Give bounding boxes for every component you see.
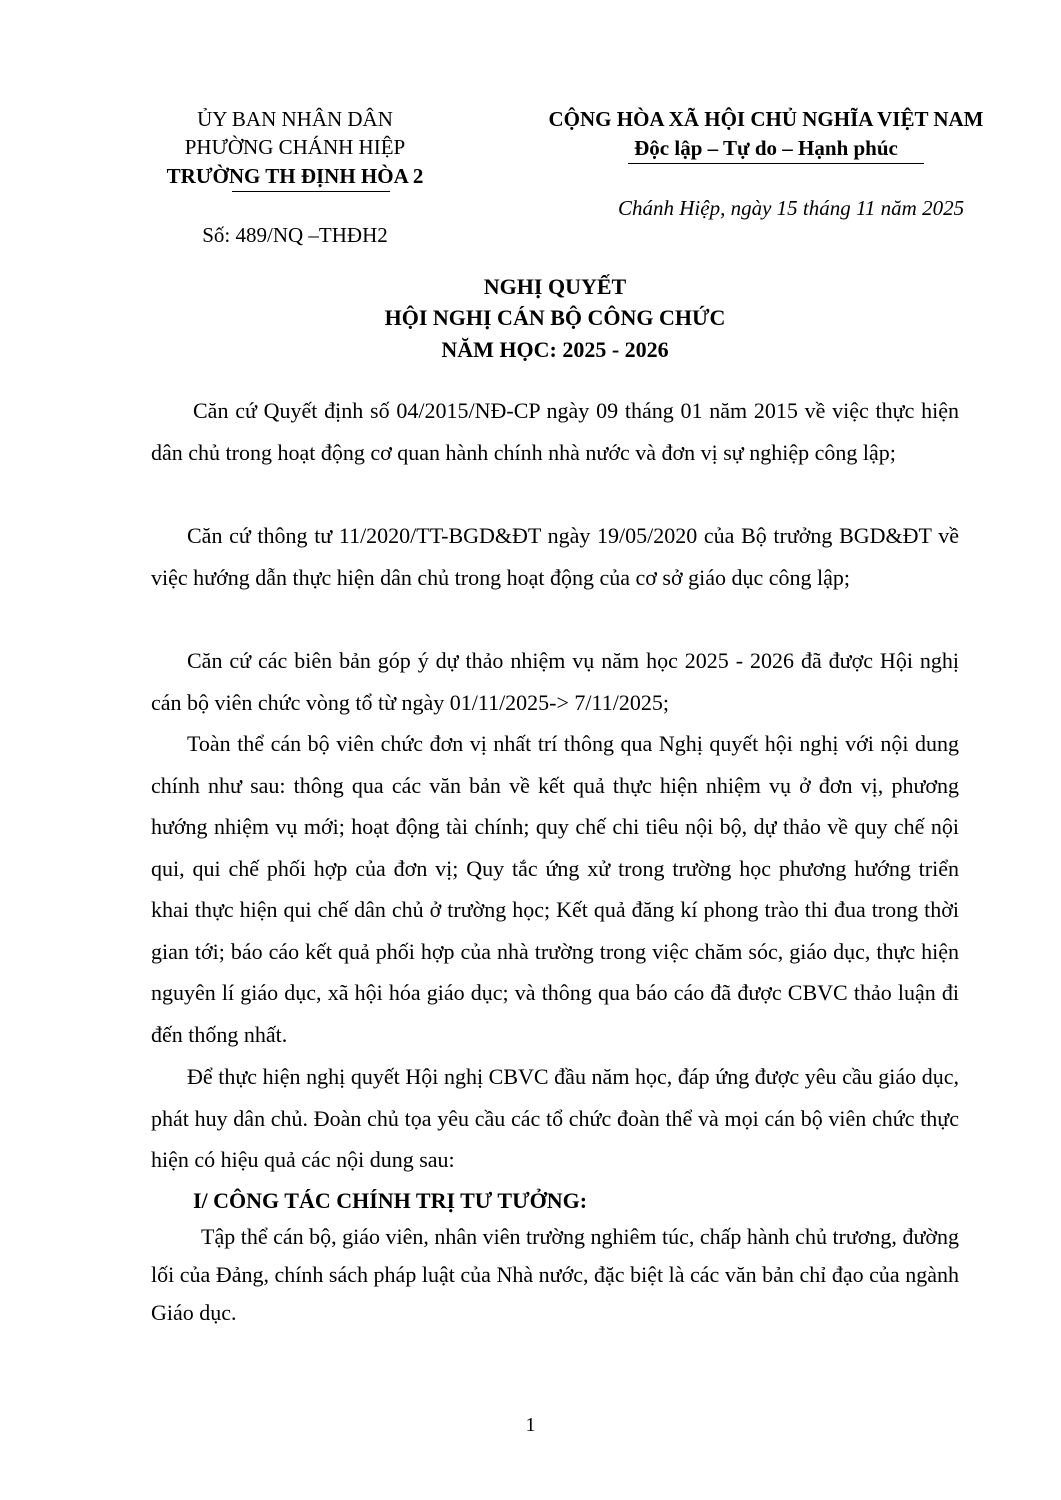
agency-name: ỦY BAN NHÂN DÂN: [197, 107, 393, 131]
school-name: TRƯỜNG TH ĐỊNH HÒA 2: [166, 164, 424, 188]
paragraph-decree: Căn cứ Quyết định số 04/2015/NĐ-CP ngày 09 tháng 01 năm 2015 về việc thực hiện dân chủ trong hoạt động cơ quan hành chính nhà nước và đơn vị sự nghiệp công lập;: [151, 398, 959, 465]
document-number: Số: 489/NQ –THĐH2: [202, 223, 388, 247]
national-title: CỘNG HÒA XÃ HỘI CHỦ NGHĨA VIỆT NAM: [548, 107, 984, 131]
paragraph-circular: Căn cứ thông tư 11/2020/TT-BGD&ĐT ngày 19/05/2020 của Bộ trưởng BGD&ĐT về việc hướng dẫn thực hiện dân chủ trong hoạt động của cơ sở giáo dục công lập;: [151, 523, 959, 590]
paragraph-agreement: Toàn thể cán bộ viên chức đơn vị nhất trí thông qua Nghị quyết hội nghị với nội dung chính như sau: thông qua các văn bản về kết quả thực hiện nhiệm vụ ở đơn vị, phương hướng nhiệm vụ mới; hoạt động tài chính; quy chế chi tiêu nội bộ, dự thảo về quy chế nội qui, qui chế phối hợp của đơn vị; Quy tắc ứng xử trong trường học phương hướng triển khai thực hiện qui chế dân chủ ở trường học; Kết quả đăng kí phong trào thi đua trong thời gian tới; báo cáo kết quả phối hợp của nhà trường trong việc chăm sóc, giáo dục, thực hiện nguyên lí giáo dục, xã hội hóa giáo dục; và thông qua báo cáo đã được CBVC thảo luận đi đến thống nhất.: [151, 731, 959, 1047]
page-number: 1: [525, 1414, 536, 1436]
title-school-year: NĂM HỌC: 2025 - 2026: [441, 337, 669, 362]
paragraph-implementation: Để thực hiện nghị quyết Hội nghị CBVC đầu năm học, đáp ứng được yêu cầu giáo dục, phát huy dân chủ. Đoàn chủ tọa yêu cầu các tổ chức đoàn thể và mọi cán bộ viên chức thực hiện có hiệu quả các nội dung sau:: [151, 1064, 959, 1172]
paragraph-minutes: Căn cứ các biên bản góp ý dự thảo nhiệm vụ năm học 2025 - 2026 đã được Hội nghị cán bộ viên chức vòng tổ từ ngày 01/11/2025-> 7/11/2025;: [151, 648, 959, 715]
title-resolution: NGHỊ QUYẾT: [483, 274, 627, 299]
document-date: Chánh Hiệp, ngày 15 tháng 11 năm 2025: [618, 196, 965, 220]
ward-name: PHƯỜNG CHÁNH HIỆP: [184, 135, 406, 159]
paragraph-politics: Tập thể cán bộ, giáo viên, nhân viên trường nghiêm túc, chấp hành chủ trương, đường lối của Đảng, chính sách pháp luật của Nhà nước, đặc biệt là các văn bản chỉ đạo của ngành Giáo dục.: [151, 1224, 959, 1325]
section-heading-politics: I/ CÔNG TÁC CHÍNH TRỊ TƯ TƯỞNG:: [193, 1188, 588, 1213]
motto-underline: [628, 163, 924, 164]
school-name-underline: [232, 191, 390, 192]
national-motto: Độc lập – Tự do – Hạnh phúc: [634, 136, 898, 160]
title-conference: HỘI NGHỊ CÁN BỘ CÔNG CHỨC: [384, 305, 726, 330]
